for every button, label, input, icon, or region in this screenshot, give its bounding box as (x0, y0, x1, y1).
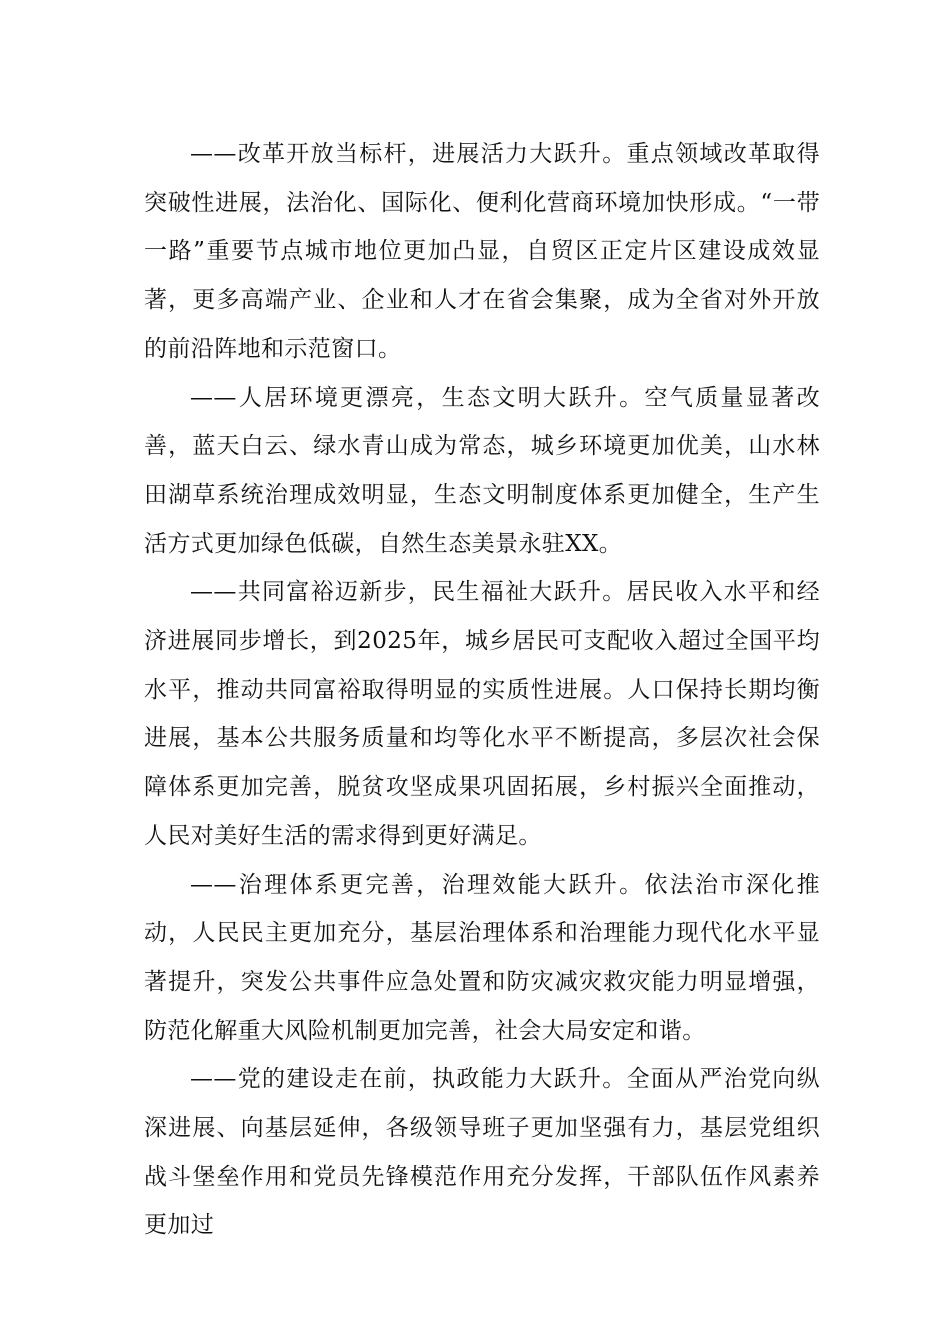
paragraph-reform-opening: ——改革开放当标杆，进展活力大跃升。重点领域改革取得突破性进展，法治化、国际化、便利化营商环境加快形成。“一带一路”重要节点城市地位更加凸显，自贸区正定片区建设成效显著，更多高端产业、企业和人才在省会集聚，成为全省对外开放的前沿阵地和示范窗口。 (144, 141, 820, 362)
paragraph-party-building: ——党的建设走在前，执政能力大跃升。全面从严治党向纵深进展、向基层延伸，各级领导班子更加坚强有力，基层党组织战斗堡垒作用和党员先锋模范作用充分发挥，干部队伍作风素养更加过 (144, 1066, 820, 1239)
paragraph-governance-system: ——治理体系更完善，治理效能大跃升。依法治市深化推动，人民民主更加充分，基层治理体系和治理能力现代化水平显著提升，突发公共事件应急处置和防灾减灾救灾能力明显增强，防范化解重大风险机制更加完善，社会大局安定和谐。 (144, 871, 820, 1044)
document-body (144, 130, 820, 1250)
paragraph-common-prosperity: ——共同富裕迈新步，民生福祉大跃升。居民收入水平和经济进展同步增长，到2025年，城乡居民可支配收入超过全国平均水平，推动共同富裕取得明显的实质性进展。人口保持长期均衡进展，基本公共服务质量和均等化水平不断提高，多层次社会保障体系更加完善，脱贫攻坚成果巩固拓展，乡村振兴全面推动，人民对美好生活的需求得到更好满足。 (144, 579, 820, 849)
paragraph-living-environment: ——人居环境更漂亮，生态文明大跃升。空气质量显著改善，蓝天白云、绿水青山成为常态，城乡环境更加优美，山水林田湖草系统治理成效明显，生态文明制度体系更加健全，生产生活方式更加绿色低碳，自然生态美景永驻XX。 (144, 384, 820, 557)
